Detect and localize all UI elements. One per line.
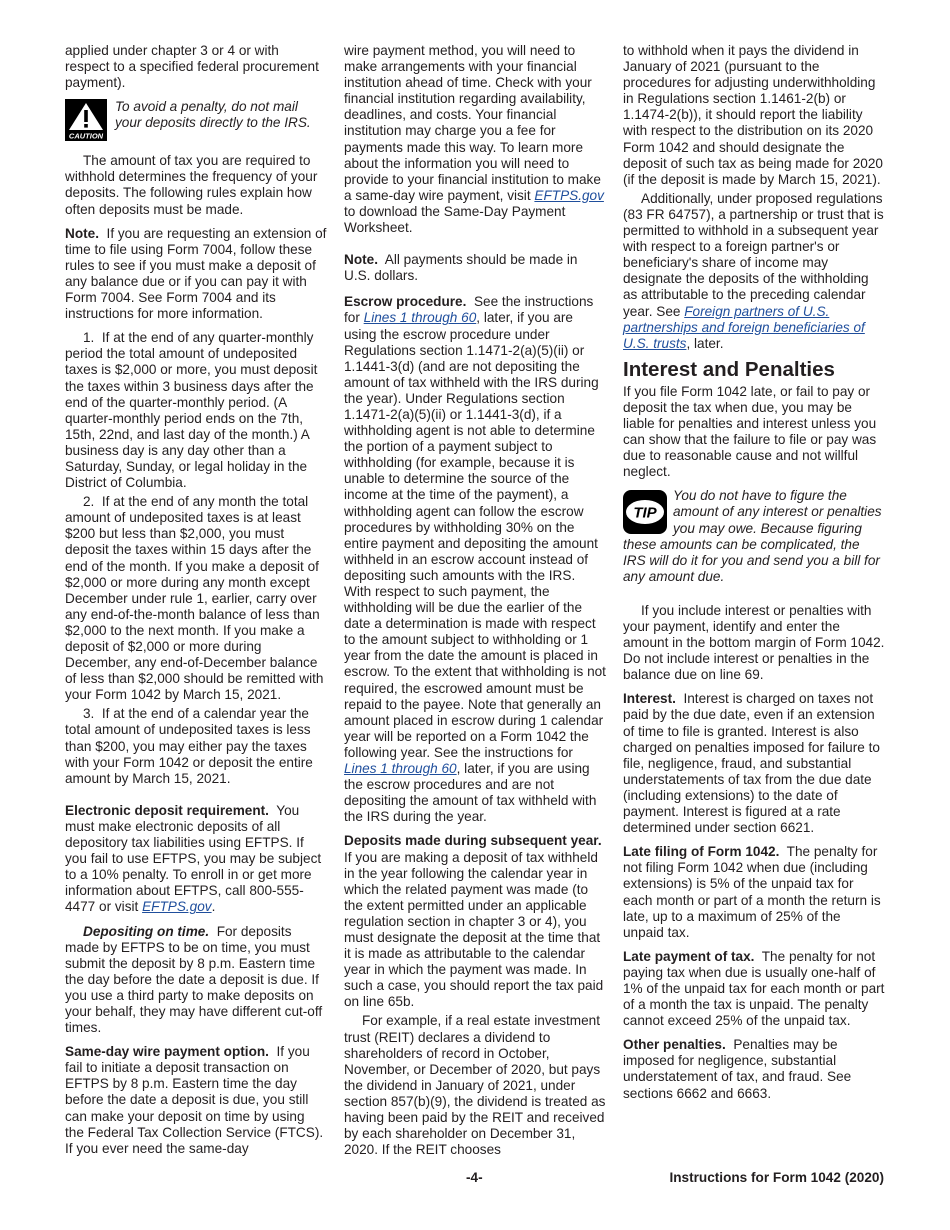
escrow-text-b: , later, if you are using the escrow procedure under Regulations section 1.1471-2(a)(5)(ii) or 1.1441-3(d) (and are not depositing the amount of tax withheld with the IRS during the year). Under Regulations section 1.1471-2(a)(5)(ii) or 1.1441-3(d), if a withholding agent is not able to determine the portion of a payment subject to withholding (for example, because it is unable to determine the source of the income at the time of the payment), a withholding agent can follow the escrow procedures by withholding 30% on the entire payment and depositing the amount withheld in an escrow account instead of depositing such amounts with the IRS. With respect to such payment, the withholding will be due the earlier of the date a determination is made with respect to the amount subject to withholding or 1 year from the date the amount is placed in escrow. To the extent that withholding is not required, the escrowed amount must be repaid to the payee. Note that generally an amount placed in escrow during 1 calendar year will be reported on a Form 1042 the following year. See the instructions for — [344, 310, 606, 760]
escrow-text-a: See the instructions for — [344, 294, 594, 326]
caution-icon — [65, 99, 107, 141]
note-text: If you are requesting an extension of time to file using Form 7004, follow these rules to see if you must make a deposit of any balance due or if you can pay it with Form 7004. See Form 7004 and its instructions for more information. — [65, 225, 327, 322]
wire-continued-end: to download the Same-Day Payment Worksheet. — [344, 203, 566, 236]
caution-box — [65, 99, 327, 141]
proposed-regulations-paragraph — [623, 191, 885, 352]
tip-icon — [623, 490, 667, 534]
later-text: , later. — [686, 335, 724, 351]
paragraph: If you include interest or penalties with your payment, identify and enter the amount in the bottom margin of Form 1042. Do not include interest or penalties in the balance due on line 69. — [623, 602, 885, 683]
interest-paragraph — [623, 691, 885, 836]
rule-2: 2. If at the end of any month the total amount of undeposited taxes is at least $200 but less than $2,000, you must deposit the taxes within 15 days after the end of the month. If you make a deposit of $2,000 or more during any month except December under rule 1, earlier, carry over any end-of-the-month balance of less than $2,000 to the next month. If you make a deposit of $2,000 or more during December, any end-of-December balance of less than $2,000 should be remitted with your Form 1042 by March 15, 2021. — [65, 494, 324, 703]
late-payment-heading: Late payment of tax. — [623, 948, 755, 964]
paragraph — [344, 43, 606, 236]
escrow-text-c: , later, if you are using the escrow procedures and are not depositing the amount of tax withheld with the IRS during the year. — [344, 761, 597, 825]
other-penalties-paragraph — [623, 1037, 885, 1101]
electronic-deposit-text: You must make electronic deposits of all depository tax liabilities using EFTPS. If you fail to use EFTPS, you may be subject to a 10% penalty. To enroll in or get more information about EFTPS, call 800-555-4477 or visit — [65, 802, 322, 915]
tip-box — [623, 488, 885, 585]
period: . — [211, 899, 216, 915]
section-heading: Interest and Penalties — [623, 357, 835, 381]
rule-3: 3. If at the end of a calendar year the total amount of undeposited taxes is less than $200, you may either pay the taxes with your Form 1042 or deposit the entire amount by March 15, 2021. — [65, 706, 313, 786]
note-text: All payments should be made in U.S. dollars. — [344, 252, 578, 284]
column-3 — [623, 43, 885, 1110]
caution-text: To avoid a penalty, do not mail your deposits directly to the IRS. — [115, 99, 311, 131]
paragraph: If you file Form 1042 late, or fail to pay or deposit the tax when due, you may be liable for penalties and interest unless you can show that the failure to file or pay was due to reasonable cause and not willful neglect. — [623, 383, 877, 480]
late-filing-text: The penalty for not filing Form 1042 when due (including extensions) is 5% of the unpaid tax for each month or part of a month the return is late, up to a maximum of 25% of the unpaid tax. — [623, 844, 881, 940]
proposed-regulations-text: Additionally, under proposed regulations (83 FR 64757), a partnership or trust that is permitted to withhold in a subsequent year with respect to a foreign partner's or beneficiary's share of income may designate the deposits of the withholding as attributable to the preceding calendar year. See — [623, 190, 884, 319]
interest-text: Interest is charged on taxes not paid by the due date, even if an extension of time to file is granted. Interest is also charged on penalties imposed for failure to file, negligence, fraud, and substantial understatements of tax from the due date (including extensions) to the date of payment. Interest is figured at a rate determined under section 6621. — [623, 691, 880, 836]
eftps-link[interactable]: EFTPS.gov — [142, 899, 212, 915]
same-day-wire-heading: Same-day wire payment option. — [65, 1044, 269, 1060]
subsequent-year-paragraph — [344, 833, 606, 1010]
depositing-on-time-text: For deposits made by EFTPS to be on time, you must submit the deposit by 8 p.m. Eastern time the day before the date a deposit is due. If you use a third party to make deposits on your behalf, they may have different cut-off times. — [65, 923, 323, 1036]
lines-1-through-60-link[interactable]: Lines 1 through 60 — [363, 310, 477, 326]
tip-label: TIP — [633, 504, 657, 522]
example-paragraph: For example, if a real estate investment trust (REIT) declares a dividend to shareholders of record in October, November, or December of 2020, but pays the dividend in January of 2021, under section 857(b)(9), the dividend is treated as having been paid by the REIT and received by each shareholder on December 31, 2020. If the REIT chooses — [344, 1013, 606, 1158]
caution-label: CAUTION — [68, 131, 104, 141]
other-penalties-text: Penalties may be imposed for negligence, substantial understatement of tax, and fraud. See sections 6662 and 6663. — [623, 1037, 852, 1101]
lines-1-through-60-link[interactable]: Lines 1 through 60 — [344, 761, 457, 777]
subsequent-year-text: If you are making a deposit of tax withheld in the year following the calendar year in which the related payment was made (to the extent permitted under an applicable regulation section in chapter 3 or 4), you must designate the deposit at the time that it is made as attributable to the calendar year in which the payment was made. In such a case, you should report the tax paid on line 65b. — [344, 849, 604, 1010]
late-payment-text: The penalty for not paying tax when due is usually one-half of 1% of the unpaid tax for each month or part of a month the tax is unpaid. The penalty cannot exceed 25% of the unpaid tax. — [623, 948, 885, 1029]
same-day-wire-text: If you fail to initiate a deposit transaction on EFTPS by 8 p.m. Eastern time the day before the date a deposit is due, you still can make your deposit on time by using the Federal Tax Collection Service (FTCS). If you ever need the same-day — [65, 1044, 324, 1156]
note-heading: Note. — [344, 252, 378, 268]
note-heading: Note. — [65, 225, 99, 241]
paragraph: The amount of tax you are required to withhold determines the frequency of your deposits. The following rules explain how often deposits must be made. — [65, 153, 318, 217]
depositing-on-time-heading: Depositing on time. — [83, 923, 210, 939]
note-paragraph — [344, 252, 606, 284]
wire-continued-text: wire payment method, you will need to make arrangements with your financial institution ahead of time. Check with your financial institution regarding availability, deadlines, and costs. Your financial institution may charge you a fee for payments made this way. To learn more about the information you will need to provide to your financial institution to make a same-day wire payment, visit — [344, 43, 601, 203]
interest-heading: Interest. — [623, 691, 676, 707]
escrow-paragraph — [344, 294, 606, 825]
late-filing-paragraph — [623, 844, 885, 941]
column-1 — [65, 43, 327, 1165]
other-penalties-heading: Other penalties. — [623, 1037, 726, 1053]
electronic-deposit-heading: Electronic deposit requirement. — [65, 802, 269, 818]
tip-text: You do not have to figure the amount of any interest or penalties you may owe. Because figuring these amounts can be complicated, the IRS will do it for you and send you a bill for any amount due. — [623, 488, 882, 584]
note-paragraph — [65, 226, 327, 323]
rule-1: 1. If at the end of any quarter-monthly period the total amount of undeposited taxes is $2,000 or more, you must deposit the taxes within 3 business days after the end of the quarter-monthly period. (A quarter-monthly period ends on the 7th, 15th, 22nd, and last day of the month.) A business day is any day other than a Saturday, Sunday, or legal holiday in the District of Columbia. — [65, 330, 318, 491]
paragraph: to withhold when it pays the dividend in January of 2021 (pursuant to the procedures for adjusting underwithholding in Regulations section 1.1461-2(b) or 1.1474-2(b)), it should report the liability with respect to the distribution on its 2020 Form 1042 and should designate the deposit of such tax as being made for 2020 (if the deposit is made by March 15, 2021). — [623, 43, 883, 187]
late-payment-paragraph — [623, 949, 885, 1029]
column-2 — [344, 43, 606, 1161]
subsequent-year-heading: Deposits made during subsequent year. — [344, 833, 602, 849]
foreign-partners-link[interactable]: Foreign partners of U.S. partnerships and foreign beneficiaries of U.S. trusts — [623, 303, 865, 351]
electronic-deposit-paragraph — [65, 803, 327, 916]
same-day-wire-paragraph — [65, 1044, 327, 1157]
eftps-link[interactable]: EFTPS.gov — [534, 187, 604, 203]
escrow-heading: Escrow procedure. — [344, 294, 467, 310]
late-filing-heading: Late filing of Form 1042. — [623, 844, 780, 860]
paragraph: applied under chapter 3 or 4 or with respect to a specified federal procurement payment). — [65, 43, 319, 91]
page-number: -4- — [466, 1170, 483, 1185]
document-title: Instructions for Form 1042 (2020) — [669, 1170, 884, 1185]
depositing-on-time-paragraph — [65, 924, 327, 1037]
